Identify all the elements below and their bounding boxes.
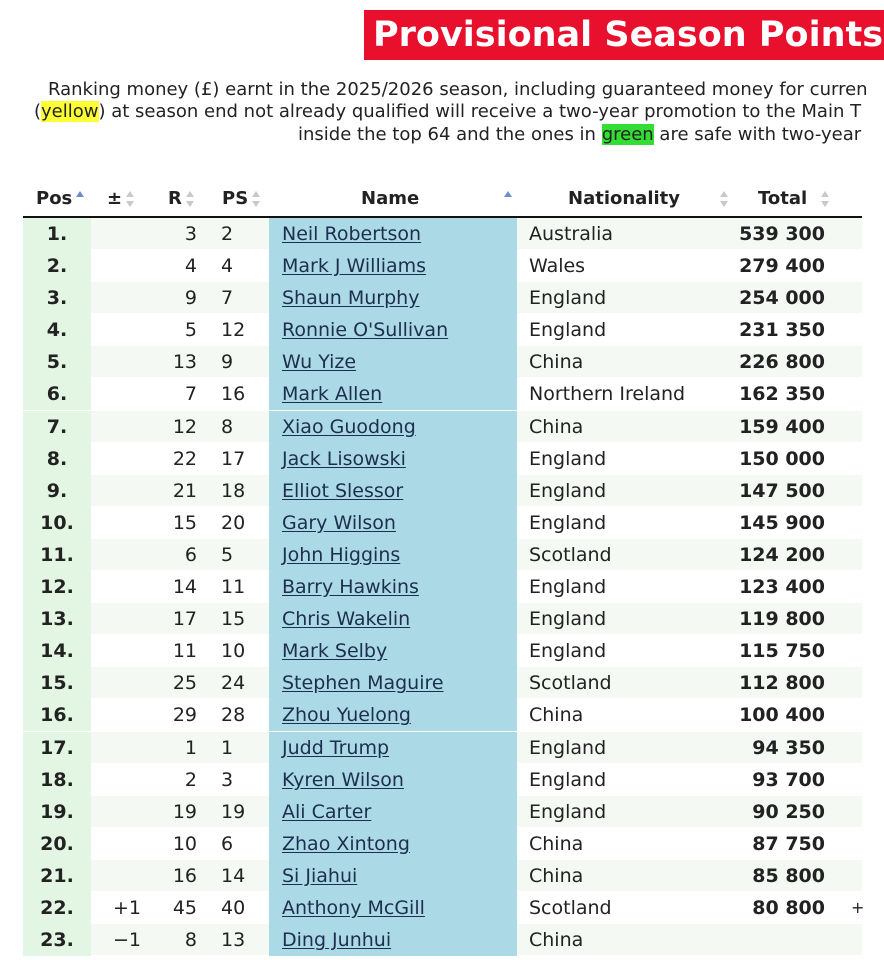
table-row (23, 924, 862, 956)
row-r: 8 (184, 929, 197, 952)
row-change (91, 218, 141, 250)
row-nationality: China (529, 351, 584, 374)
table-row (23, 699, 862, 731)
row-change (91, 346, 141, 378)
row-ps: 17 (221, 447, 246, 470)
row-total: 162 350 (739, 383, 825, 406)
row-name-cell (269, 796, 517, 828)
row-position: 13. (23, 603, 91, 635)
row-ps: 3 (221, 768, 234, 791)
table-row (23, 571, 862, 603)
row-nationality: England (529, 287, 607, 310)
row-name-cell (269, 218, 517, 250)
row-nationality: England (529, 576, 607, 599)
row-change (91, 411, 141, 443)
row-total: 145 900 (739, 511, 825, 534)
row-total: 94 350 (752, 736, 825, 759)
overflow-mark: + (851, 897, 865, 917)
sort-up-icon (504, 190, 513, 208)
row-total: 150 000 (739, 447, 825, 470)
sort-icon (186, 190, 195, 208)
row-nationality: China (529, 864, 584, 887)
player-link[interactable]: Kyren Wilson (282, 768, 404, 791)
intro-line-1: Ranking money (£) earnt in the 2025/2026 season, including guaranteed money for curren (48, 79, 868, 100)
row-name-cell (269, 539, 517, 571)
table-row (23, 539, 862, 571)
player-link[interactable]: Barry Hawkins (282, 576, 419, 599)
row-r: 15 (172, 511, 197, 534)
player-link[interactable]: Judd Trump (282, 736, 390, 759)
table-row (23, 796, 862, 828)
row-name-cell (269, 378, 517, 410)
row-ps: 13 (221, 929, 246, 952)
header-change[interactable] (107, 180, 135, 216)
row-name-cell (269, 411, 517, 443)
row-ps: 12 (221, 319, 246, 342)
row-position: 15. (23, 667, 91, 699)
table-row (23, 603, 862, 635)
row-r: 45 (172, 896, 197, 919)
row-change (91, 635, 141, 667)
row-name-cell (269, 443, 517, 475)
player-link[interactable]: Ali Carter (282, 800, 372, 823)
header-ps-label: PS (222, 188, 249, 209)
row-ps: 8 (221, 415, 234, 438)
row-position: 6. (23, 378, 91, 410)
player-link[interactable]: Zhao Xintong (282, 832, 410, 855)
row-position: 20. (23, 828, 91, 860)
row-nationality: England (529, 511, 607, 534)
row-change (91, 250, 141, 282)
table-row (23, 667, 862, 699)
row-position: 12. (23, 571, 91, 603)
player-link[interactable]: Ronnie O'Sullivan (282, 319, 449, 342)
row-nationality: China (529, 415, 584, 438)
row-position: 9. (23, 475, 91, 507)
row-nationality: England (529, 608, 607, 631)
row-r: 19 (172, 800, 197, 823)
row-total: 115 750 (739, 640, 825, 663)
row-change (91, 764, 141, 796)
table-row (23, 892, 865, 924)
header-nationality-sort[interactable] (716, 180, 729, 216)
row-total: 112 800 (739, 672, 825, 695)
row-ps: 24 (221, 672, 246, 695)
row-change (91, 571, 141, 603)
row-position: 23. (23, 924, 91, 956)
row-total: 279 400 (739, 255, 825, 278)
sort-icon (126, 190, 135, 208)
sort-icon (720, 190, 729, 208)
green-highlight: green (601, 124, 654, 145)
player-link[interactable]: Stephen Maguire (282, 672, 444, 695)
row-r: 17 (172, 608, 197, 631)
row-total: 123 400 (739, 576, 825, 599)
table-row (23, 346, 862, 378)
row-r: 25 (172, 672, 197, 695)
header-nationality[interactable] (568, 180, 680, 216)
row-ps: 6 (221, 832, 234, 855)
row-name-cell (269, 635, 517, 667)
row-change (91, 796, 141, 828)
row-ps: 11 (221, 576, 246, 599)
row-change (91, 507, 141, 539)
row-total: 231 350 (739, 319, 825, 342)
row-change (91, 860, 141, 892)
table-row (23, 218, 862, 250)
row-r: 22 (172, 447, 197, 470)
player-link[interactable]: Ding Junhui (282, 929, 392, 952)
row-nationality: England (529, 447, 607, 470)
header-change-label: ± (107, 188, 123, 209)
row-ps: 18 (221, 479, 246, 502)
table-row (23, 732, 862, 764)
row-total: 87 750 (752, 832, 825, 855)
table-row (23, 507, 862, 539)
row-position: 10. (23, 507, 91, 539)
row-ps: 9 (221, 351, 234, 374)
table-row (23, 282, 862, 314)
player-link[interactable]: Xiao Guodong (282, 415, 416, 438)
row-r: 10 (172, 832, 197, 855)
row-name-cell (269, 732, 517, 764)
row-change (91, 475, 141, 507)
player-link[interactable]: Mark Selby (282, 640, 388, 663)
row-ps: 19 (221, 800, 246, 823)
row-total: 80 800 (752, 896, 825, 919)
row-position: 11. (23, 539, 91, 571)
intro-line-3-post: are safe with two-year (653, 124, 862, 145)
row-r: 11 (172, 640, 197, 663)
table-header (23, 180, 862, 218)
table-row (23, 828, 862, 860)
row-nationality: Scotland (529, 672, 612, 695)
row-ps: 7 (221, 287, 234, 310)
season-points-table (23, 180, 865, 956)
row-position: 19. (23, 796, 91, 828)
row-r: 13 (172, 351, 197, 374)
table-row (23, 475, 862, 507)
header-pos[interactable] (36, 180, 85, 216)
header-name-sort[interactable] (500, 180, 513, 216)
row-position: 1. (23, 218, 91, 250)
row-ps: 4 (221, 255, 234, 278)
row-position: 18. (23, 764, 91, 796)
player-link[interactable]: Anthony McGill (282, 896, 425, 919)
row-nationality: England (529, 736, 607, 759)
row-change (91, 828, 141, 860)
row-r: 5 (184, 319, 197, 342)
sort-icon (821, 190, 830, 208)
row-name-cell (269, 860, 517, 892)
table-row (23, 764, 862, 796)
row-r: 21 (172, 479, 197, 502)
row-change (91, 443, 141, 475)
row-ps: 16 (221, 383, 246, 406)
row-ps: 14 (221, 864, 246, 887)
row-total: 147 500 (739, 479, 825, 502)
player-link[interactable]: Neil Robertson (282, 223, 422, 245)
row-nationality: China (529, 929, 584, 952)
intro-line-2 (34, 100, 861, 124)
row-position: 8. (23, 443, 91, 475)
yellow-highlight: yellow (41, 101, 99, 122)
row-nationality: Australia (529, 223, 614, 245)
row-name-cell (269, 828, 517, 860)
row-r: 3 (184, 223, 197, 245)
row-position: 14. (23, 635, 91, 667)
player-link[interactable]: Wu Yize (282, 351, 357, 374)
row-position: 2. (23, 250, 91, 282)
row-change (91, 603, 141, 635)
row-name-cell (269, 764, 517, 796)
row-position: 3. (23, 282, 91, 314)
row-r: 14 (172, 576, 197, 599)
table-row (23, 250, 862, 282)
row-total (729, 924, 825, 956)
row-nationality: Northern Ireland (529, 383, 686, 406)
row-ps: 15 (221, 608, 246, 631)
intro-line-2-pre: ( (34, 101, 42, 122)
player-link[interactable]: John Higgins (282, 543, 401, 566)
row-r: 16 (172, 864, 197, 887)
row-nationality: England (529, 768, 607, 791)
row-total: 119 800 (739, 608, 825, 631)
row-name-cell (269, 507, 517, 539)
row-position: 16. (23, 699, 91, 731)
row-change: +1 (112, 896, 141, 919)
player-link[interactable]: Jack Lisowski (282, 447, 406, 470)
row-name-cell (269, 924, 517, 956)
row-nationality: Wales (529, 255, 586, 278)
row-total: 90 250 (752, 800, 825, 823)
row-change (91, 699, 141, 731)
header-r-label: R (168, 188, 182, 209)
player-link[interactable]: Chris Wakelin (282, 608, 411, 631)
row-change (91, 539, 141, 571)
intro-line-3-pre: inside the top 64 and the ones in (298, 124, 602, 145)
row-r: 2 (184, 768, 197, 791)
table-row (23, 378, 862, 410)
player-link[interactable]: Zhou Yuelong (282, 704, 411, 727)
row-name-cell (269, 282, 517, 314)
row-name-cell (269, 699, 517, 731)
row-position: 21. (23, 860, 91, 892)
intro-line-3 (298, 123, 861, 147)
row-total: 226 800 (739, 351, 825, 374)
table-row (23, 411, 862, 443)
sort-icon (252, 190, 261, 208)
row-r: 9 (184, 287, 197, 310)
row-total: 159 400 (739, 415, 825, 438)
row-total: 254 000 (739, 287, 825, 310)
row-position: 7. (23, 411, 91, 443)
row-change (91, 667, 141, 699)
row-nationality: China (529, 704, 584, 727)
header-name-label: Name (361, 188, 420, 209)
row-name-cell (269, 892, 517, 924)
table-row (23, 443, 862, 475)
header-ps[interactable] (222, 180, 261, 216)
row-ps: 1 (221, 736, 234, 759)
row-name-cell (269, 475, 517, 507)
row-position: 5. (23, 346, 91, 378)
row-ps: 20 (221, 511, 246, 534)
player-link[interactable]: Mark Allen (282, 383, 383, 406)
row-total: 539 300 (739, 223, 825, 245)
header-nationality-label: Nationality (568, 188, 680, 209)
row-ps: 40 (221, 896, 246, 919)
row-r: 1 (184, 736, 197, 759)
row-name-cell (269, 603, 517, 635)
row-ps: 2 (221, 223, 234, 245)
row-change: −1 (112, 929, 141, 952)
page-title: Provisional Season Points (364, 10, 884, 60)
header-r[interactable] (168, 180, 195, 216)
row-name-cell (269, 667, 517, 699)
table-row (23, 314, 862, 346)
row-name-cell (269, 314, 517, 346)
row-ps: 28 (221, 704, 246, 727)
row-r: 6 (184, 543, 197, 566)
header-pos-label: Pos (36, 188, 73, 209)
row-ps: 5 (221, 543, 234, 566)
player-link[interactable]: Mark J Williams (282, 255, 427, 278)
row-r: 12 (172, 415, 197, 438)
row-position: 4. (23, 314, 91, 346)
player-link[interactable]: Si Jiahui (282, 864, 358, 887)
row-position: 22. (23, 892, 91, 924)
row-total: 100 400 (739, 704, 825, 727)
header-total[interactable] (758, 180, 830, 216)
row-name-cell (269, 250, 517, 282)
row-change (91, 378, 141, 410)
row-nationality: Scotland (529, 896, 612, 919)
header-name[interactable] (361, 180, 419, 216)
row-nationality: Scotland (529, 543, 612, 566)
row-change (91, 314, 141, 346)
row-total: 93 700 (752, 768, 825, 791)
row-r: 4 (184, 255, 197, 278)
row-nationality: England (529, 640, 607, 663)
player-link[interactable]: Gary Wilson (282, 511, 396, 534)
row-r: 7 (184, 383, 197, 406)
row-change (91, 732, 141, 764)
sort-icon (76, 190, 85, 208)
player-link[interactable]: Shaun Murphy (282, 287, 420, 310)
row-r: 29 (172, 704, 197, 727)
row-position: 17. (23, 732, 91, 764)
row-total: 85 800 (752, 864, 825, 887)
player-link[interactable]: Elliot Slessor (282, 479, 404, 502)
table-row (23, 860, 862, 892)
header-total-label: Total (758, 188, 808, 209)
row-total: 124 200 (739, 543, 825, 566)
table-row (23, 635, 862, 667)
row-name-cell (269, 571, 517, 603)
row-nationality: England (529, 319, 607, 342)
row-change (91, 282, 141, 314)
row-name-cell (269, 346, 517, 378)
row-nationality: England (529, 479, 607, 502)
row-nationality: China (529, 832, 584, 855)
row-nationality: England (529, 800, 607, 823)
intro-line-2-post: ) at season end not already qualified will receive a two-year promotion to the Main T (98, 101, 862, 122)
row-ps: 10 (221, 640, 246, 663)
table-body (23, 218, 865, 956)
